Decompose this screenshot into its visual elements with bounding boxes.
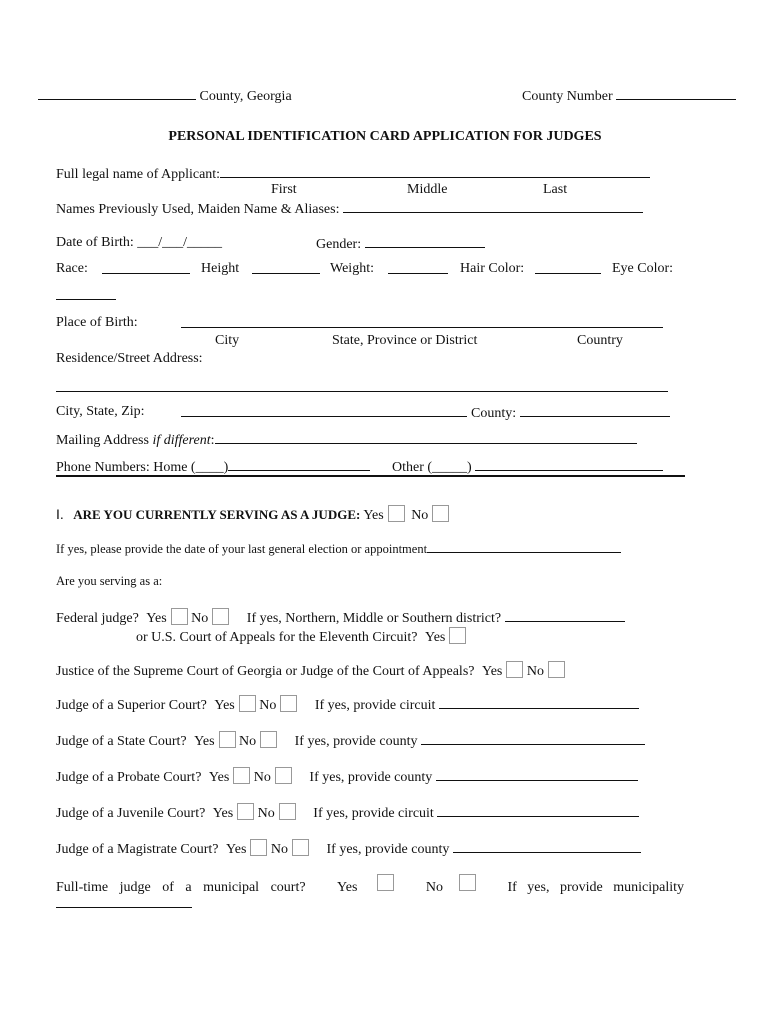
appeals-yes-label: Yes xyxy=(425,630,446,645)
juvenile-label: Judge of a Juvenile Court? xyxy=(56,806,206,821)
serving-no-label: No xyxy=(411,508,429,523)
appeals-yes-checkbox[interactable] xyxy=(449,627,466,644)
mailing-label: Mailing Address xyxy=(56,433,153,448)
election-date-label: If yes, please provide the date of your last general election or appointment xyxy=(56,542,428,556)
election-date-input-line[interactable] xyxy=(427,541,621,553)
juvenile-yes-checkbox[interactable] xyxy=(237,803,254,820)
hair-input-line[interactable] xyxy=(535,261,601,274)
state-caption: State, Province or District xyxy=(332,333,478,348)
serving-question-row xyxy=(56,505,449,524)
county-field[interactable] xyxy=(38,87,292,105)
supreme-label: Justice of the Supreme Court of Georgia or Judge of the Court of Appeals? xyxy=(56,664,475,679)
county-suffix: County, Georgia xyxy=(199,89,292,104)
phone-home-input-line[interactable] xyxy=(228,458,370,471)
phone-other-field[interactable] xyxy=(392,458,663,476)
magistrate-no-checkbox[interactable] xyxy=(292,839,309,856)
probate-row xyxy=(56,767,638,786)
serving-yes-label: Yes xyxy=(363,508,384,523)
middle-caption: Middle xyxy=(407,182,448,197)
city-state-zip-input-line[interactable] xyxy=(181,404,467,417)
full-name-row[interactable] xyxy=(56,165,650,183)
page-title: PERSONAL IDENTIFICATION CARD APPLICATION FOR JUDGES xyxy=(168,129,602,144)
superior-if-label: If yes, provide circuit xyxy=(314,698,436,713)
probate-no-checkbox[interactable] xyxy=(275,767,292,784)
serving-question: ARE YOU CURRENTLY SERVING AS A JUDGE: xyxy=(73,507,361,522)
serving-as-label: Are you serving as a: xyxy=(56,574,163,588)
federal-yes-label: Yes xyxy=(146,611,167,626)
mailing-colon: : xyxy=(210,433,215,448)
residence-input-line[interactable] xyxy=(56,379,668,392)
place-of-birth-label: Place of Birth: xyxy=(56,315,138,330)
full-name-label: Full legal name of Applicant: xyxy=(56,167,221,182)
full-name-input-line[interactable] xyxy=(220,165,650,178)
magistrate-county-input-line[interactable] xyxy=(453,840,641,853)
state-yes-checkbox[interactable] xyxy=(219,731,236,748)
municipal-yes-label: Yes xyxy=(337,880,358,895)
mailing-address-row[interactable] xyxy=(56,431,637,449)
county-number-field[interactable] xyxy=(522,87,736,105)
eye-label: Eye Color: xyxy=(612,261,674,276)
magistrate-label: Judge of a Magistrate Court? xyxy=(56,842,219,857)
probate-if-label: If yes, provide county xyxy=(309,770,433,785)
superior-row xyxy=(56,695,639,714)
phone-home-label: Phone Numbers: Home (____) xyxy=(56,460,229,475)
election-date-row[interactable] xyxy=(56,541,621,557)
hair-label: Hair Color: xyxy=(460,261,525,276)
gender-label: Gender: xyxy=(316,237,362,252)
state-court-label: Judge of a State Court? xyxy=(56,734,187,749)
mailing-input-line[interactable] xyxy=(215,431,637,444)
supreme-no-checkbox[interactable] xyxy=(548,661,565,678)
juvenile-row xyxy=(56,803,639,822)
juvenile-no-label: No xyxy=(257,806,275,821)
federal-no-label: No xyxy=(191,611,209,626)
serving-no-checkbox[interactable] xyxy=(432,505,449,522)
gender-input-line[interactable] xyxy=(365,235,485,248)
magistrate-row xyxy=(56,839,641,858)
country-caption: Country xyxy=(577,333,623,348)
superior-no-label: No xyxy=(259,698,277,713)
residence-county-field[interactable] xyxy=(471,404,670,422)
weight-label: Weight: xyxy=(330,261,374,276)
superior-label: Judge of a Superior Court? xyxy=(56,698,207,713)
city-caption: City xyxy=(215,333,240,348)
federal-if-yes-label: If yes, Northern, Middle or Southern district? xyxy=(246,611,502,626)
municipal-no-label: No xyxy=(425,880,443,895)
probate-county-input-line[interactable] xyxy=(436,768,638,781)
state-if-label: If yes, provide county xyxy=(294,734,418,749)
federal-label: Federal judge? xyxy=(56,611,139,626)
section-number: I. xyxy=(56,506,64,522)
municipality-input-line[interactable] xyxy=(56,895,192,908)
federal-yes-checkbox[interactable] xyxy=(171,608,188,625)
weight-input-line[interactable] xyxy=(388,261,448,274)
previous-names-row[interactable] xyxy=(56,200,643,218)
serving-yes-checkbox[interactable] xyxy=(388,505,405,522)
juvenile-no-checkbox[interactable] xyxy=(279,803,296,820)
phone-home-field[interactable] xyxy=(56,458,370,476)
supreme-no-label: No xyxy=(526,664,544,679)
supreme-yes-label: Yes xyxy=(481,664,503,679)
federal-district-input-line[interactable] xyxy=(505,609,625,622)
race-input-line[interactable] xyxy=(102,261,190,274)
state-yes-label: Yes xyxy=(194,734,215,749)
eye-input-line[interactable] xyxy=(56,287,116,300)
last-caption: Last xyxy=(543,182,568,197)
first-caption: First xyxy=(271,182,297,197)
superior-circuit-input-line[interactable] xyxy=(439,696,639,709)
juvenile-yes-label: Yes xyxy=(212,806,234,821)
gender-field[interactable] xyxy=(316,235,485,253)
race-label: Race: xyxy=(56,261,88,276)
municipal-no-checkbox[interactable] xyxy=(459,874,476,891)
height-label: Height xyxy=(201,261,240,276)
probate-no-label: No xyxy=(253,770,271,785)
phone-other-input-line[interactable] xyxy=(475,458,663,471)
municipal-yes-checkbox[interactable] xyxy=(377,874,394,891)
municipal-label: Full-time judge of a municipal court? xyxy=(56,880,306,895)
city-state-zip-label: City, State, Zip: xyxy=(56,404,145,419)
county-number-label: County Number xyxy=(522,89,613,104)
superior-yes-checkbox[interactable] xyxy=(239,695,256,712)
federal-no-checkbox[interactable] xyxy=(212,608,229,625)
superior-no-checkbox[interactable] xyxy=(280,695,297,712)
residence-county-label: County: xyxy=(471,406,517,421)
magistrate-yes-checkbox[interactable] xyxy=(250,839,267,856)
residence-label: Residence/Street Address: xyxy=(56,351,203,366)
probate-yes-label: Yes xyxy=(208,770,230,785)
federal-row xyxy=(56,608,625,627)
appeals-label: or U.S. Court of Appeals for the Eleventh Circuit? xyxy=(136,630,418,645)
probate-yes-checkbox[interactable] xyxy=(233,767,250,784)
mailing-italic-note: if different xyxy=(152,433,211,448)
supreme-yes-checkbox[interactable] xyxy=(506,661,523,678)
supreme-row xyxy=(56,661,565,680)
previous-names-label: Names Previously Used, Maiden Name & Aliases: xyxy=(56,202,340,217)
appeals-row xyxy=(136,627,466,646)
county-input-line[interactable] xyxy=(38,87,196,100)
height-input-line[interactable] xyxy=(252,261,320,274)
superior-yes-label: Yes xyxy=(214,698,235,713)
municipal-row xyxy=(56,874,684,896)
magistrate-no-label: No xyxy=(270,842,289,857)
state-county-input-line[interactable] xyxy=(421,732,645,745)
municipal-if-label: If yes, provide municipality xyxy=(507,880,684,895)
juvenile-circuit-input-line[interactable] xyxy=(437,804,639,817)
state-court-row xyxy=(56,731,645,750)
county-number-input-line[interactable] xyxy=(616,87,736,100)
dob-field[interactable]: Date of Birth: ___/___/_____ xyxy=(56,235,223,250)
probate-label: Judge of a Probate Court? xyxy=(56,770,202,785)
magistrate-if-label: If yes, provide county xyxy=(326,842,450,857)
place-of-birth-input-line[interactable] xyxy=(181,315,663,328)
phone-other-label: Other (_____) xyxy=(392,460,472,475)
state-no-label: No xyxy=(239,734,257,749)
previous-names-input-line[interactable] xyxy=(343,200,643,213)
juvenile-if-label: If yes, provide circuit xyxy=(313,806,434,821)
state-no-checkbox[interactable] xyxy=(260,731,277,748)
residence-county-input-line[interactable] xyxy=(520,404,670,417)
magistrate-yes-label: Yes xyxy=(226,842,247,857)
section-divider xyxy=(56,475,685,477)
